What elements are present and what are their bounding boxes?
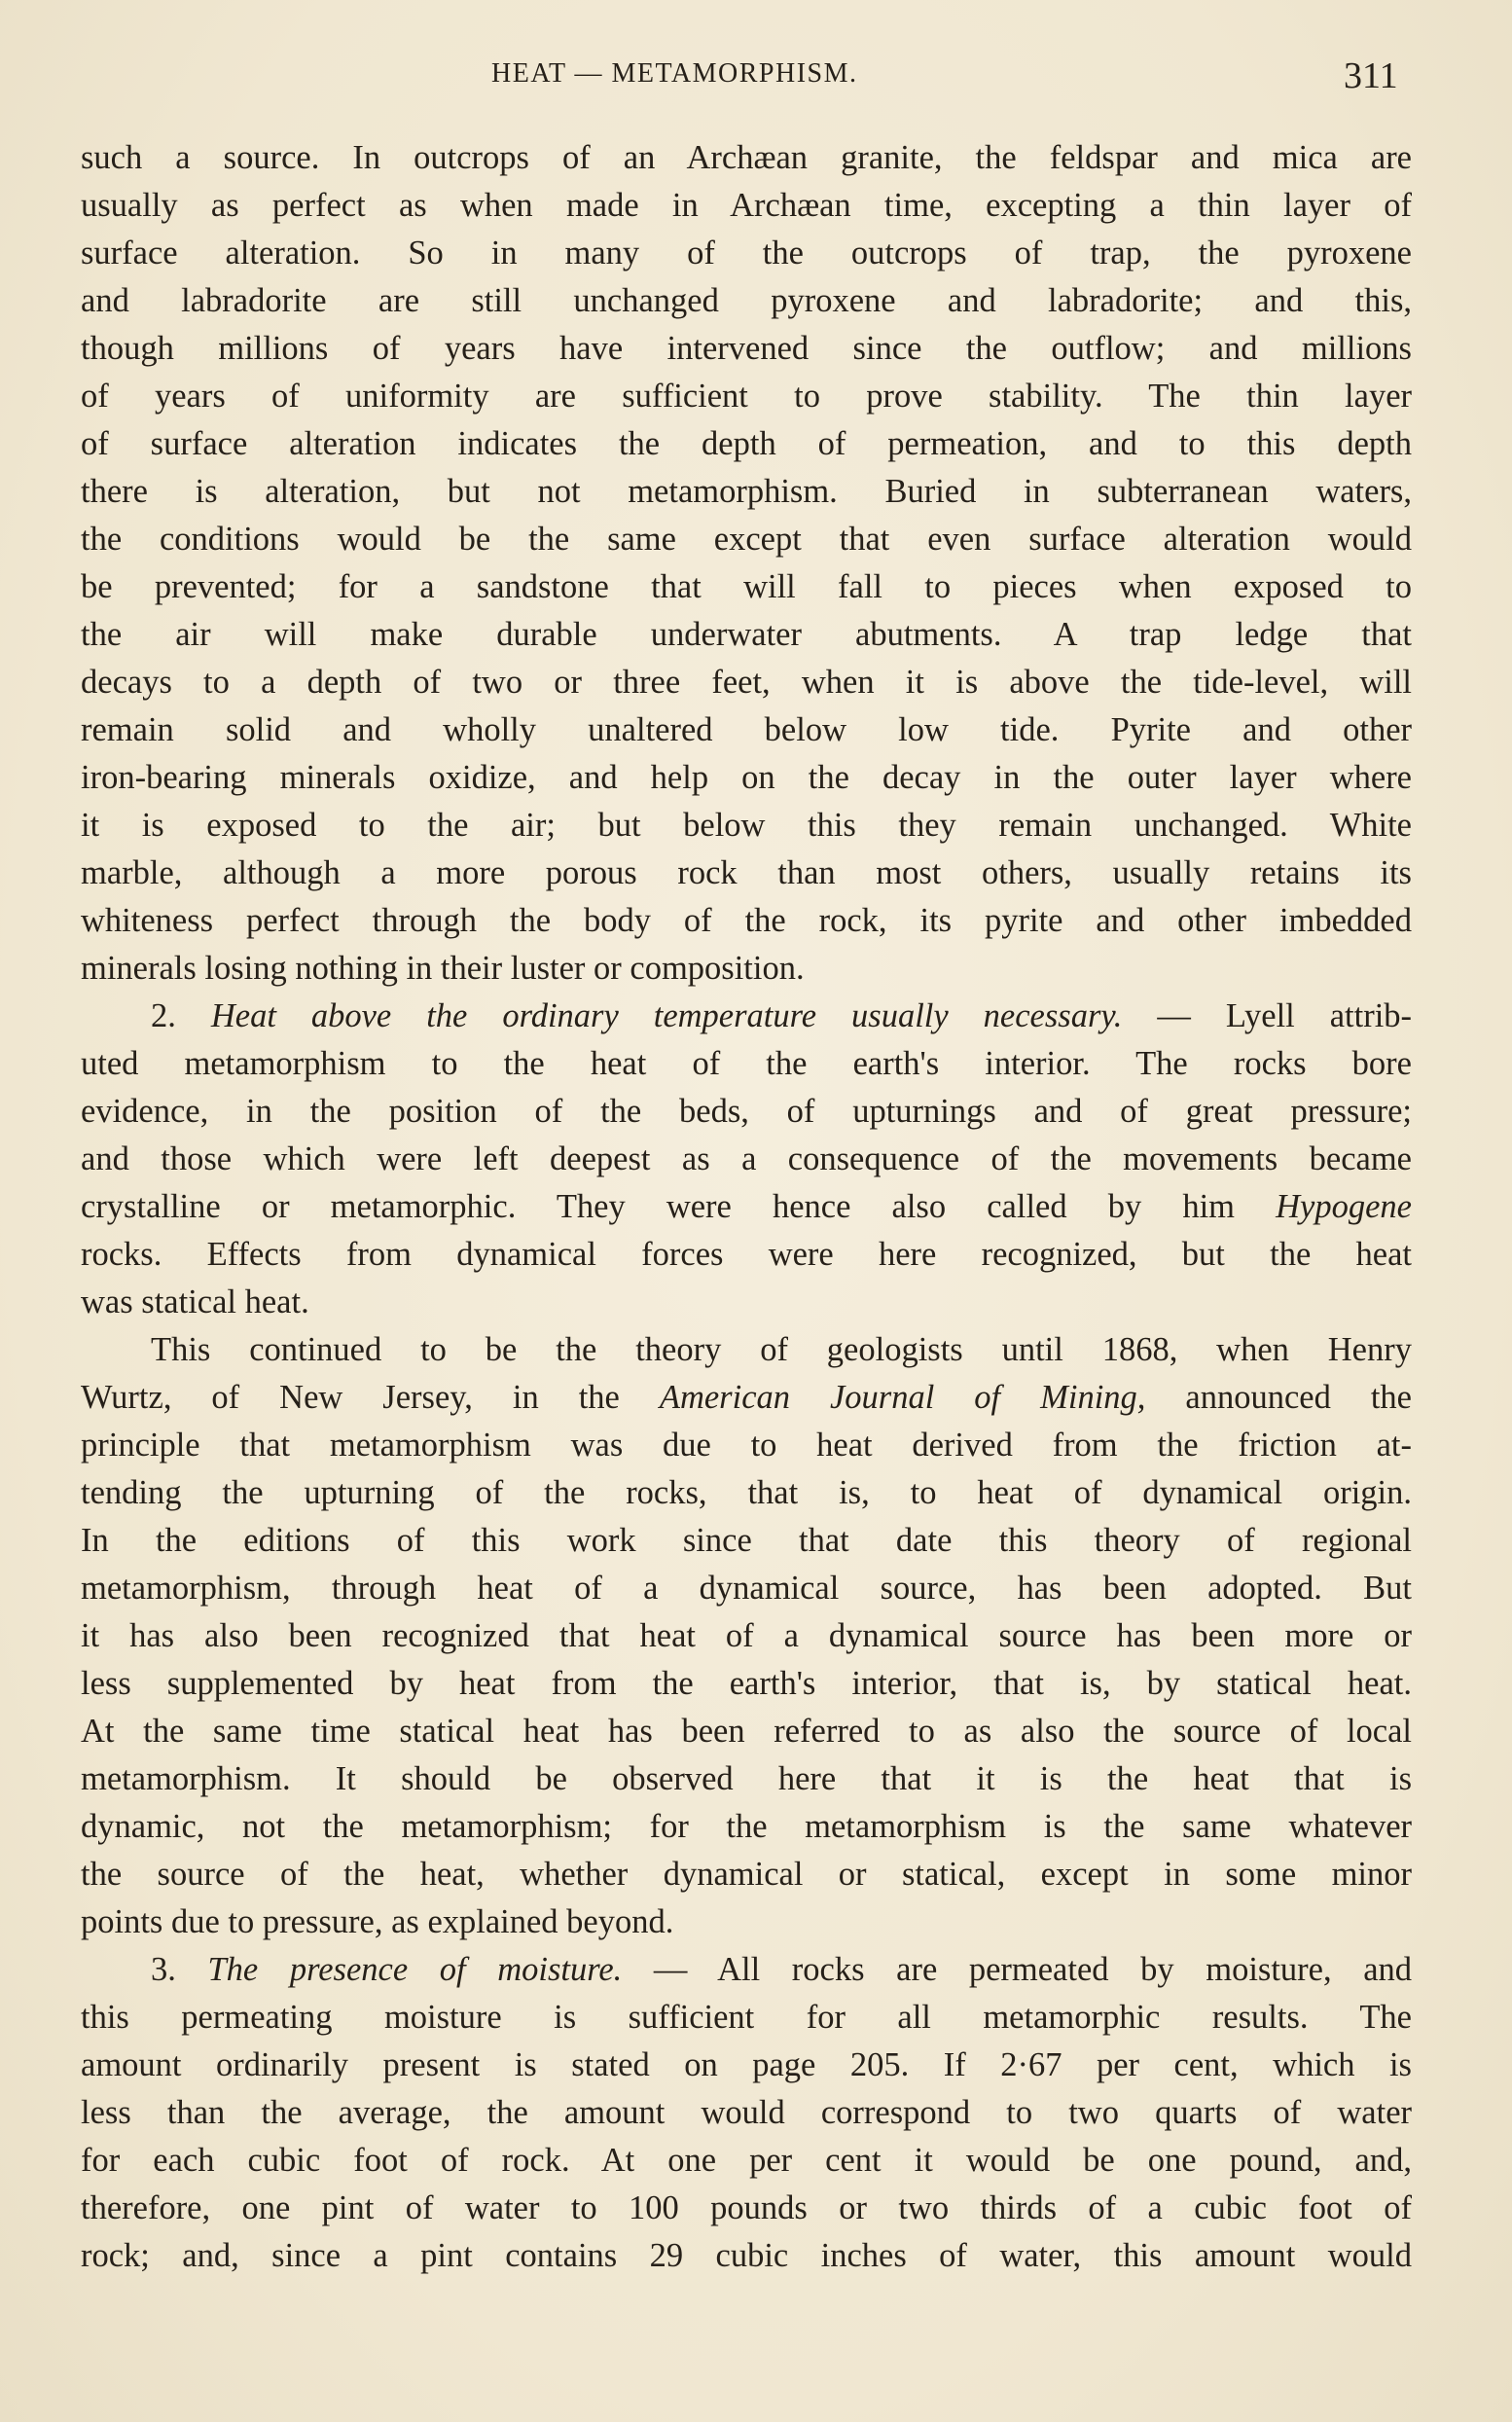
text-line: marble, although a more porous rock than most others, usually retains its	[81, 854, 1412, 891]
running-head-title: HEAT — METAMORPHISM.	[491, 58, 858, 89]
text-line: points due to pressure, as explained beyond.	[81, 1903, 674, 1940]
text-line: crystalline or metamorphic. They were hence also called by him Hypogene	[81, 1188, 1412, 1225]
text-line: minerals losing nothing in their luster or composition.	[81, 950, 805, 987]
text-line: In the editions of this work since that date this theory of regional	[81, 1522, 1412, 1559]
text-line: less supplemented by heat from the earth's interior, that is, by statical heat.	[81, 1665, 1412, 1702]
text-line: there is alteration, but not metamorphism. Buried in subterranean waters,	[81, 473, 1412, 510]
journal-title: American Journal of Mining,	[659, 1379, 1146, 1416]
text-line: and labradorite are still unchanged pyroxene and labradorite; and this,	[81, 282, 1412, 319]
text-line: metamorphism, through heat of a dynamical source, has been adopted. But	[81, 1570, 1412, 1607]
text-line: rocks. Effects from dynamical forces were here recognized, but the heat	[81, 1236, 1412, 1273]
text-line: though millions of years have intervened since the outflow; and millions	[81, 330, 1412, 367]
section-number: 3.	[151, 1951, 176, 1988]
text-line: remain solid and wholly unaltered below low tide. Pyrite and other	[81, 711, 1412, 748]
text-line: rock; and, since a pint contains 29 cubic inches of water, this amount would	[81, 2237, 1412, 2274]
text-line: this permeating moisture is sufficient for all metamorphic results. The	[81, 1999, 1412, 2036]
text-line: surface alteration. So in many of the outcrops of trap, the pyroxene	[81, 235, 1412, 271]
section-heading: The presence of moisture.	[207, 1951, 623, 1988]
text-line: evidence, in the position of the beds, of upturnings and of great pressure;	[81, 1093, 1412, 1130]
text-line: principle that metamorphism was due to heat derived from the friction at-	[81, 1427, 1412, 1464]
italic-term: Hypogene	[1276, 1188, 1412, 1225]
text-line: was statical heat.	[81, 1283, 309, 1320]
text-line: for each cubic foot of rock. At one per cent it would be one pound, and,	[81, 2142, 1412, 2179]
section-2-first-line: 2. Heat above the ordinary temperature usually necessary. — Lyell attrib-	[151, 997, 1412, 1034]
text-line: such a source. In outcrops of an Archæan granite, the feldspar and mica are	[81, 139, 1412, 176]
text-line: it has also been recognized that heat of a dynamical source has been more or	[81, 1617, 1412, 1654]
text-line: tending the upturning of the rocks, that is, to heat of dynamical origin.	[81, 1474, 1412, 1511]
text-line: At the same time statical heat has been referred to as also the source of local	[81, 1713, 1412, 1750]
text-line: and those which were left deepest as a consequence of the movements became	[81, 1140, 1412, 1177]
section-3-first-line: 3. The presence of moisture. — All rocks are permeated by moisture, and	[151, 1951, 1412, 1988]
text-line: metamorphism. It should be observed here that it is the heat that is	[81, 1760, 1412, 1797]
running-head	[0, 54, 1512, 103]
text-line: the air will make durable underwater abutments. A trap ledge that	[81, 616, 1412, 653]
text-line: dynamic, not the metamorphism; for the metamorphism is the same whatever	[81, 1808, 1412, 1845]
text-line: of surface alteration indicates the depth of permeation, and to this depth	[81, 425, 1412, 462]
text-line: less than the average, the amount would correspond to two quarts of water	[81, 2094, 1412, 2131]
text-line: whiteness perfect through the body of the rock, its pyrite and other imbedded	[81, 902, 1412, 939]
page-number: 311	[1344, 55, 1398, 96]
section-number: 2.	[151, 997, 176, 1034]
text-line: iron-bearing minerals oxidize, and help on the decay in the outer layer where	[81, 759, 1412, 796]
text-line: decays to a depth of two or three feet, when it is above the tide-level, will	[81, 664, 1412, 701]
body-text	[81, 134, 1412, 2280]
text-line: usually as perfect as when made in Archæan time, excepting a thin layer of	[81, 187, 1412, 224]
text-line: Wurtz, of New Jersey, in the American Journal of Mining, announced the	[81, 1379, 1412, 1416]
text-line: the conditions would be the same except that even surface alteration would	[81, 521, 1412, 558]
text-line: of years of uniformity are sufficient to prove stability. The thin layer	[81, 378, 1412, 415]
text-line: This continued to be the theory of geologists until 1868, when Henry	[151, 1331, 1412, 1368]
text-line: it is exposed to the air; but below this they remain unchanged. White	[81, 807, 1412, 844]
text-line: therefore, one pint of water to 100 pounds or two thirds of a cubic foot of	[81, 2189, 1412, 2226]
text-line: uted metamorphism to the heat of the earth's interior. The rocks bore	[81, 1045, 1412, 1082]
section-heading: Heat above the ordinary temperature usually necessary.	[210, 997, 1123, 1034]
text-line: the source of the heat, whether dynamical or statical, except in some minor	[81, 1856, 1412, 1893]
text-line: be prevented; for a sandstone that will fall to pieces when exposed to	[81, 568, 1412, 605]
text-line: amount ordinarily present is stated on page 205. If 2·67 per cent, which is	[81, 2046, 1412, 2083]
